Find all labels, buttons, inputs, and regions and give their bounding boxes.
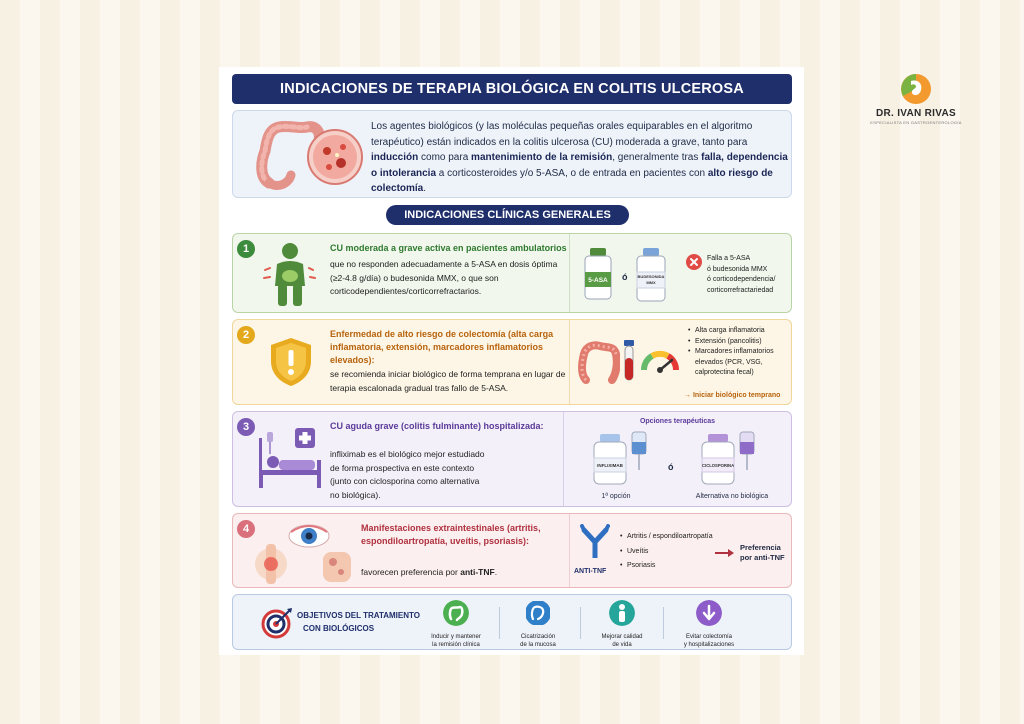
goals-title: OBJETIVOS DEL TRATAMIENTO CON BIOLÓGICOS [297,611,420,633]
options-title: Opciones terapéuticas [639,418,716,425]
colon-inflammation-icon [255,117,365,193]
colon-icon [578,340,620,384]
goal-quality-of-life: Mejorar calidad de vida [580,600,664,649]
section-title: INDICACIONES CLÍNICAS GENERALES [386,205,629,225]
warning-shield-icon [268,336,314,388]
card-number: 4 [237,520,255,538]
down-arrow-icon [696,600,722,626]
extraintestinal-icons [243,518,353,586]
card-number: 3 [237,418,255,436]
goal-remission: Inducir y mantener la remisión clínica [414,600,498,649]
or-text: ó [622,272,628,282]
card-number: 1 [237,240,255,258]
list-item: • Extensión (pancolitis) [688,337,788,348]
intro-box [232,110,792,198]
card4-text: favorecen preferencia por anti-TNF. [361,567,498,577]
antibody-label: ANTI-TNF [574,568,607,575]
5asa-vial-icon [582,248,614,300]
indication-card-1 [232,233,792,313]
treatment-goals-box [232,594,792,650]
indication-card-4 [232,513,792,588]
abdominal-pain-person-icon [261,240,319,308]
brand-name: DR. IVAN RIVAS [876,108,956,119]
card3-title: CU aguda grave (colitis fulminante) hospitalizada: [330,421,544,431]
risk-factor-list [688,326,788,379]
brand-logo [868,72,964,125]
person-icon [609,600,635,626]
target-icon [261,607,293,639]
card2-title: Enfermedad de alto riesgo de colectomía (alta carga inflamatoria, extensión, marcadores inflamatorios elevados): [330,329,554,365]
card1-text: que no responden adecuadamente a 5-ASA en dosis óptima (≥2-4.8 g/día) o budesonida MMX, o que son corticodependientes/corticorrefractarios. [330,259,558,296]
first-option-caption: 1ª opción [601,493,631,500]
list-item: • Psoriasis [620,561,730,572]
intro-text: Los agentes biológicos (y las moléculas pequeñas orales equiparables en el algoritmo terapéutico) están indicados en la colitis ulcerosa (CU) moderada a grave, tanto para inducción como para mantenimiento de la remisión, generalmente tras falla, dependencia o intolerancia a corticosteroides y/o 5-ASA, o de entrada en pacientes con alto riesgo de colectomía. [371,121,788,194]
or-text: ó [668,462,674,472]
fail-criteria: Falla a 5-ASA ó budesonida MMX ó corticodependencia/ corticorrefractariedad [707,255,776,294]
card2-text: se recomienda iniciar biológico de forma temprana en lugar de terapia escalonada gradual tras fallo de 5-ASA. [330,369,566,393]
goal-mucosal-healing: Cicatrización de la mucosa [496,600,580,649]
brand-subtitle: ESPECIALISTA EN GASTROENTEROLOGÍA [870,120,962,125]
intestine-icon [443,600,469,626]
list-item: • Uveítis [620,547,730,558]
card-number: 2 [237,326,255,344]
early-start-text: → Iniciar biológico temprano [684,392,781,399]
mucosa-healing-icon [525,600,551,626]
anti-tnf-preference: Preferencia por anti-TNF [740,543,785,562]
infliximab-vial-icon [592,430,652,486]
non-biologic-caption: Alternativa no biológica [695,493,769,500]
list-item: • Alta carga inflamatoria [688,326,788,337]
ciclosporina-label: CICLOSPORINA [702,463,735,468]
blood-tube-icon [622,340,636,382]
card4-title: Manifestaciones extraintestinales (artritis, espondiloartropatía, uveítis, psoriasis): [361,523,541,546]
fail-x-icon [686,254,702,270]
page-title: INDICACIONES DE TERAPIA BIOLÓGICA EN COLITIS ULCEROSA [232,74,792,104]
card1-title: CU moderada a grave activa en pacientes ambulatorios [330,243,567,253]
goal-avoid-colectomy: Evitar colectomía y hospitalizaciones [667,600,751,649]
budesonide-vial-label: BUDESONIDA MMX [637,274,665,285]
stomach-logo-icon [899,72,933,106]
hospital-bed-icon [253,426,325,490]
indication-card-3 [232,411,792,507]
antibody-icon [580,524,610,558]
5asa-vial-label: 5-ASA [588,277,608,284]
infliximab-label: INFLIXIMAB [597,463,623,468]
card3-text: infliximab es el biológico mejor estudiado de forma prospectiva en este contexto (junto con ciclosporina como alternativa no biológica). [330,449,485,500]
ciclosporina-vial-icon [700,430,760,486]
gauge-icon [640,344,680,374]
indication-card-2 [232,319,792,405]
list-item: • Artritis / espondiloartropatía [620,532,730,543]
arrow-right-icon [714,548,736,558]
list-item: • Marcadores inflamatorios elevados (PCR, VSG, calprotectina fecal) [688,347,788,379]
